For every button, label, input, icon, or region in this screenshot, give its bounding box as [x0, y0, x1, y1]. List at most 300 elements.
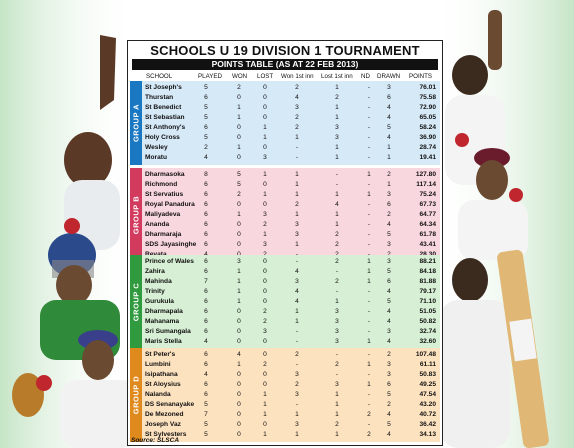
stat-value: - [295, 401, 299, 408]
stat-value: 2 [295, 124, 299, 131]
stat-value: - [295, 328, 299, 335]
stat-value: - [295, 338, 299, 345]
column-header-school: SCHOOL [146, 73, 173, 80]
stat-value: 1 [237, 268, 241, 275]
stat-value: 2 [263, 361, 267, 368]
stat-value: - [367, 421, 371, 428]
stat-value: 3 [295, 421, 299, 428]
points-value: 51.05 [419, 308, 436, 315]
school-name: Gurukula [145, 298, 174, 305]
school-name: DS Senanayake [145, 401, 195, 408]
stat-value: 2 [263, 308, 267, 315]
stat-value: - [335, 351, 339, 358]
stat-value: 7 [204, 411, 208, 418]
stat-value: 0 [263, 381, 267, 388]
points-value: 43.41 [419, 241, 436, 248]
stat-value: 6 [204, 124, 208, 131]
column-header-won-1st-inn: Won 1st inn [281, 73, 314, 80]
school-name: Holy Cross [145, 134, 180, 141]
stat-value: - [295, 154, 299, 161]
stat-value: 2 [387, 211, 391, 218]
stat-value: 3 [263, 211, 267, 218]
table-row [144, 287, 438, 297]
stat-value: 5 [204, 114, 208, 121]
table-row [144, 267, 438, 277]
table-row [144, 180, 438, 190]
group-section [130, 348, 440, 442]
stat-value: 2 [335, 421, 339, 428]
points-value: 79.17 [419, 288, 436, 295]
stat-value: 3 [387, 361, 391, 368]
stat-value: 0 [263, 258, 267, 265]
stat-value: 1 [237, 144, 241, 151]
stat-value: 1 [335, 391, 339, 398]
stat-value: 2 [295, 84, 299, 91]
group-label: GROUP B [131, 195, 141, 235]
table-row [144, 400, 438, 410]
stat-value: 3 [263, 241, 267, 248]
table-row [144, 210, 438, 220]
stat-value: 6 [204, 268, 208, 275]
stat-value: 2 [367, 411, 371, 418]
points-value: 88.21 [419, 258, 436, 265]
stat-value: 1 [295, 134, 299, 141]
stat-value: - [367, 351, 371, 358]
stat-value: 4 [387, 134, 391, 141]
school-name: Trinity [145, 288, 165, 295]
stat-value: 4 [387, 338, 391, 345]
stat-value: 1 [367, 338, 371, 345]
group-tag [130, 81, 142, 165]
stat-value: 1 [263, 134, 267, 141]
stat-value: - [367, 221, 371, 228]
points-table-panel [127, 40, 443, 446]
stat-value: 4 [387, 318, 391, 325]
table-row [144, 390, 438, 400]
points-value: 81.88 [419, 278, 436, 285]
stat-value: 4 [387, 308, 391, 315]
table-row [144, 430, 438, 440]
page-subtitle: POINTS TABLE (AS AT 22 FEB 2013) [132, 59, 438, 70]
stat-value: 0 [237, 134, 241, 141]
stat-value: 3 [295, 231, 299, 238]
points-value: 61.78 [419, 231, 436, 238]
stat-value: - [367, 298, 371, 305]
school-name: Ananda [145, 221, 170, 228]
stat-value: 5 [387, 268, 391, 275]
points-value: 107.48 [415, 351, 436, 358]
stat-value: 5 [387, 391, 391, 398]
stat-value: 1 [367, 268, 371, 275]
stat-value: 2 [387, 171, 391, 178]
school-name: Lumbini [145, 361, 171, 368]
stat-value: 4 [387, 104, 391, 111]
group-label: GROUP A [131, 103, 141, 143]
stat-value: 3 [295, 371, 299, 378]
points-value: 71.10 [419, 298, 436, 305]
stat-value: 1 [263, 191, 267, 198]
stat-value: 3 [263, 154, 267, 161]
table-row [144, 380, 438, 390]
stat-value: 3 [335, 134, 339, 141]
points-value: 40.72 [419, 411, 436, 418]
stat-value: 0 [237, 308, 241, 315]
points-value: 47.54 [419, 391, 436, 398]
stat-value: 0 [237, 231, 241, 238]
stat-value: 4 [295, 94, 299, 101]
school-name: SDS Jayasinghe [145, 241, 197, 248]
stat-value: 0 [237, 318, 241, 325]
stat-value: 1 [295, 211, 299, 218]
stat-value: 5 [237, 171, 241, 178]
school-name: Dharmasoka [145, 171, 185, 178]
points-value: 75.24 [419, 191, 436, 198]
stat-value: 2 [263, 318, 267, 325]
stat-value: 1 [237, 361, 241, 368]
points-value: 49.25 [419, 381, 436, 388]
stat-value: 1 [237, 278, 241, 285]
stat-value: 3 [387, 328, 391, 335]
stat-value: 3 [263, 328, 267, 335]
table-row [144, 93, 438, 103]
stat-value: - [367, 154, 371, 161]
stat-value: 6 [387, 278, 391, 285]
stat-value: 3 [335, 338, 339, 345]
stat-value: 6 [204, 328, 208, 335]
school-name: Maris Stella [145, 338, 182, 345]
stat-value: 3 [387, 191, 391, 198]
stat-value: - [367, 288, 371, 295]
stat-value: 1 [367, 361, 371, 368]
stat-value: 2 [263, 221, 267, 228]
stat-value: 1 [335, 401, 339, 408]
stat-value: 6 [204, 181, 208, 188]
stat-value: - [335, 268, 339, 275]
stat-value: 1 [295, 191, 299, 198]
stat-value: - [367, 241, 371, 248]
stat-value: - [335, 181, 339, 188]
stat-value: 0 [237, 328, 241, 335]
column-header-nd: ND [361, 73, 370, 80]
stat-value: - [367, 308, 371, 315]
stat-value: 6 [204, 211, 208, 218]
points-value: 75.58 [419, 94, 436, 101]
stat-value: 1 [367, 381, 371, 388]
stat-value: 5 [204, 431, 208, 438]
stat-value: 3 [335, 124, 339, 131]
stat-value: 0 [237, 94, 241, 101]
table-row [144, 370, 438, 380]
stat-value: 0 [263, 268, 267, 275]
group-section [130, 81, 440, 165]
school-name: Isipathana [145, 371, 178, 378]
stat-value: 6 [204, 318, 208, 325]
stat-value: 2 [387, 401, 391, 408]
stat-value: 3 [387, 241, 391, 248]
stat-value: 1 [335, 154, 339, 161]
points-value: 61.11 [419, 361, 436, 368]
stat-value: 0 [263, 371, 267, 378]
stat-value: 0 [263, 421, 267, 428]
points-value: 36.90 [419, 134, 436, 141]
stat-value: 3 [295, 278, 299, 285]
group-label: GROUP D [131, 375, 141, 415]
stat-value: 2 [204, 144, 208, 151]
stat-value: 1 [295, 431, 299, 438]
school-name: Mahanama [145, 318, 180, 325]
stat-value: 0 [237, 221, 241, 228]
stat-value: 4 [237, 351, 241, 358]
stat-value: 6 [204, 391, 208, 398]
stat-value: 1 [295, 411, 299, 418]
school-name: Joseph Vaz [145, 421, 181, 428]
stat-value: 0 [237, 411, 241, 418]
stat-value: 1 [387, 144, 391, 151]
stat-value: 3 [237, 258, 241, 265]
stat-value: 2 [237, 84, 241, 91]
stat-value: 1 [335, 144, 339, 151]
stat-value: 6 [204, 351, 208, 358]
group-section [130, 168, 440, 262]
stat-value: 1 [335, 114, 339, 121]
stat-value: 1 [367, 191, 371, 198]
table-row [144, 190, 438, 200]
table-row [144, 317, 438, 327]
stat-value: 0 [237, 338, 241, 345]
points-value: 64.77 [419, 211, 436, 218]
school-name: St Peter's [145, 351, 176, 358]
points-value: 32.60 [419, 338, 436, 345]
points-value: 50.83 [419, 371, 436, 378]
table-row [144, 200, 438, 210]
stat-value: 3 [295, 391, 299, 398]
column-header-played: PLAYED [198, 73, 222, 80]
points-value: 127.80 [415, 171, 436, 178]
stat-value: 0 [263, 84, 267, 91]
stat-value: 1 [335, 411, 339, 418]
stat-value: 3 [295, 104, 299, 111]
stat-value: 1 [237, 104, 241, 111]
page-title: SCHOOLS U 19 DIVISION 1 TOURNAMENT [150, 43, 420, 58]
school-name: Richmond [145, 181, 178, 188]
stat-value: 7 [204, 278, 208, 285]
stat-value: 1 [367, 278, 371, 285]
column-header-points: POINTS [409, 73, 433, 80]
stat-value: 0 [263, 114, 267, 121]
stat-value: 4 [387, 288, 391, 295]
stat-value: 5 [387, 298, 391, 305]
points-value: 117.14 [416, 181, 436, 188]
group-tag [130, 255, 142, 349]
school-name: St Joseph's [145, 84, 182, 91]
table-row [144, 133, 438, 143]
stat-value: 6 [204, 201, 208, 208]
stat-value: 2 [335, 278, 339, 285]
points-value: 28.74 [419, 144, 436, 151]
stat-value: - [367, 124, 371, 131]
stat-value: 1 [335, 191, 339, 198]
stat-value: 0 [237, 371, 241, 378]
stat-value: 0 [237, 391, 241, 398]
stat-value: 1 [263, 124, 267, 131]
points-value: 32.74 [419, 328, 436, 335]
stat-value: 1 [263, 401, 267, 408]
stat-value: 2 [335, 258, 339, 265]
stat-value: 2 [295, 114, 299, 121]
points-value: 58.24 [419, 124, 436, 131]
stat-value: - [367, 211, 371, 218]
stat-value: 5 [204, 401, 208, 408]
stat-value: 0 [263, 104, 267, 111]
stat-value: - [367, 201, 371, 208]
stat-value: - [367, 114, 371, 121]
stat-value: 2 [387, 351, 391, 358]
stat-value: - [367, 401, 371, 408]
stat-value: 4 [204, 371, 208, 378]
group-tag [130, 348, 142, 442]
table-row [144, 350, 438, 360]
stat-value: 5 [204, 421, 208, 428]
stat-value: 1 [263, 171, 267, 178]
stat-value: 0 [263, 94, 267, 101]
stat-value: 6 [387, 94, 391, 101]
stat-value: 1 [387, 154, 391, 161]
table-row [144, 170, 438, 180]
stat-value: 1 [335, 104, 339, 111]
column-header-lost: LOST [257, 73, 274, 80]
school-name: St Benedict [145, 104, 182, 111]
stat-value: 0 [237, 431, 241, 438]
stat-value: 4 [295, 268, 299, 275]
stat-value: 0 [263, 298, 267, 305]
points-value: 72.90 [419, 104, 436, 111]
stat-value: 1 [237, 211, 241, 218]
stat-value: 6 [204, 298, 208, 305]
stat-value: 5 [387, 231, 391, 238]
table-row [144, 143, 438, 153]
school-name: Dharmapala [145, 308, 183, 315]
stat-value: - [367, 84, 371, 91]
stat-value: 3 [335, 318, 339, 325]
table-row [144, 83, 438, 93]
group-label: GROUP C [131, 282, 141, 322]
table-row [144, 327, 438, 337]
school-name: St Aloysius [145, 381, 181, 388]
table-row [144, 230, 438, 240]
stat-value: 5 [237, 181, 241, 188]
stat-value: 0 [263, 351, 267, 358]
stat-value: 5 [387, 124, 391, 131]
stat-value: - [335, 171, 339, 178]
table-row [144, 360, 438, 370]
stat-value: 2 [367, 431, 371, 438]
school-name: Royal Panadura [145, 201, 195, 208]
stat-value: 3 [387, 84, 391, 91]
table-row [144, 277, 438, 287]
stat-value: 3 [335, 328, 339, 335]
stat-value: 4 [295, 298, 299, 305]
points-value: 67.73 [419, 201, 436, 208]
stat-value: 1 [237, 114, 241, 121]
stat-value: - [335, 371, 339, 378]
table-row [144, 297, 438, 307]
stat-value: 6 [204, 288, 208, 295]
stat-value: 0 [237, 381, 241, 388]
table-row [144, 103, 438, 113]
school-name: St Anthony's [145, 124, 186, 131]
stat-value: 1 [263, 431, 267, 438]
stat-value: 3 [335, 381, 339, 388]
table-row [144, 307, 438, 317]
school-name: De Mezoned [145, 411, 184, 418]
stat-value: 1 [295, 171, 299, 178]
column-header-drawn: DRAWN [377, 73, 401, 80]
stat-value: 3 [387, 258, 391, 265]
points-value: 65.05 [419, 114, 436, 121]
stat-value: - [367, 231, 371, 238]
stat-value: 0 [263, 144, 267, 151]
stat-value: 3 [295, 221, 299, 228]
stat-value: 1 [367, 258, 371, 265]
stat-value: 1 [263, 411, 267, 418]
school-name: Prince of Wales [145, 258, 194, 265]
stat-value: - [367, 134, 371, 141]
table-row [144, 153, 438, 163]
stat-value: 3 [387, 371, 391, 378]
stat-value: 4 [204, 338, 208, 345]
school-name: Nalanda [145, 391, 171, 398]
table-row [144, 420, 438, 430]
stat-value: 1 [295, 308, 299, 315]
stat-value: 6 [204, 191, 208, 198]
school-name: St Servatius [145, 191, 184, 198]
stat-value: - [367, 144, 371, 151]
stat-value: 0 [237, 401, 241, 408]
table-row [144, 257, 438, 267]
stat-value: 1 [263, 231, 267, 238]
stat-value: - [367, 328, 371, 335]
school-name: Sri Sumangala [145, 328, 191, 335]
school-name: St Sebastian [145, 114, 185, 121]
stat-value: 6 [204, 241, 208, 248]
stat-value: 1 [295, 241, 299, 248]
stat-value: 4 [335, 201, 339, 208]
stat-value: 1 [237, 288, 241, 295]
stat-value: 6 [204, 221, 208, 228]
stat-value: 3 [335, 308, 339, 315]
stat-value: 2 [295, 201, 299, 208]
school-name: Dharmaraja [145, 231, 182, 238]
table-row [144, 240, 438, 250]
points-value: 64.34 [419, 221, 436, 228]
stat-value: 0 [263, 278, 267, 285]
stat-value: 1 [335, 84, 339, 91]
group-tag [130, 168, 142, 262]
points-value: 84.18 [419, 268, 436, 275]
stat-value: 1 [335, 431, 339, 438]
points-value: 76.01 [419, 84, 436, 91]
stat-value: 0 [263, 201, 267, 208]
stat-value: 2 [335, 241, 339, 248]
column-header-won: WON [232, 73, 248, 80]
stat-value: 1 [387, 181, 391, 188]
table-row [144, 123, 438, 133]
stat-value: - [295, 361, 299, 368]
points-value: 50.82 [419, 318, 436, 325]
stat-value: 4 [204, 154, 208, 161]
school-name: Thurstan [145, 94, 174, 101]
stat-value: 2 [335, 231, 339, 238]
